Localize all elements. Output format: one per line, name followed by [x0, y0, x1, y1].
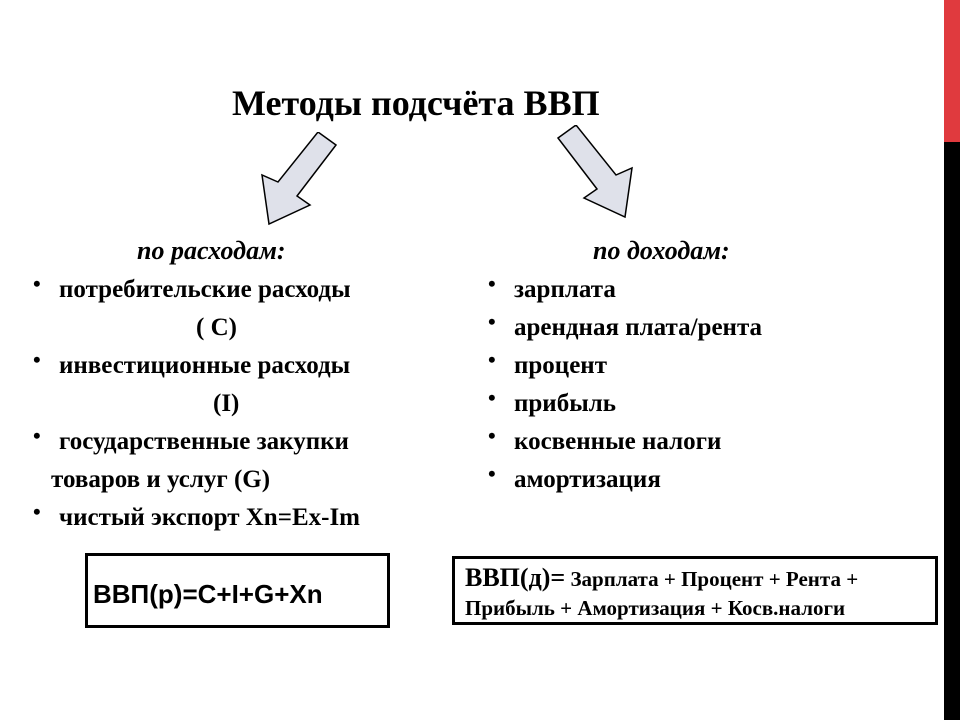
list-item — [33, 423, 473, 461]
side-accent-bar-dark — [944, 142, 960, 720]
list-item-text: потребительские расходы — [59, 276, 351, 303]
income-formula-rest: Зарплата + Процент + Рента + — [565, 567, 859, 591]
bullet-icon: • — [488, 461, 496, 486]
list-item-text: амортизация — [514, 466, 661, 493]
expenditure-heading: по расходам: — [137, 236, 286, 265]
list-item-text: зарплата — [514, 276, 616, 303]
list-item-continuation: (I) — [213, 390, 240, 417]
expenditure-formula-box — [85, 553, 390, 628]
list-item-continuation: товаров и услуг (G) — [51, 466, 271, 493]
income-list — [488, 271, 868, 499]
bullet-icon: • — [33, 347, 41, 372]
list-item-text: чистый экспорт Xn=Ex-Im — [59, 504, 361, 531]
list-item — [488, 423, 868, 461]
list-item-text: процент — [514, 352, 607, 379]
list-item-text: прибыль — [514, 390, 616, 417]
income-heading: по доходам: — [593, 236, 730, 265]
income-formula-box — [452, 556, 938, 625]
income-formula-lead: ВВП(д)= — [465, 563, 566, 592]
bullet-icon: • — [488, 347, 496, 372]
bullet-icon: • — [33, 271, 41, 296]
list-item-text: государственные закупки — [59, 428, 349, 455]
bullet-icon: • — [488, 309, 496, 334]
list-item — [488, 271, 868, 309]
list-item-continuation: ( C) — [196, 314, 237, 341]
arrow-down-right-icon — [552, 125, 642, 220]
expenditure-formula: ВВП(р)=С+I+G+Xn — [93, 579, 323, 609]
list-item — [33, 347, 473, 385]
list-item-text: арендная плата/рента — [514, 314, 763, 341]
list-item — [33, 499, 473, 537]
list-item — [488, 461, 868, 499]
slide-title: Методы подсчёта ВВП — [232, 83, 600, 123]
income-formula-line-2: Прибыль + Амортизация + Косв.налоги — [465, 596, 846, 620]
list-item — [33, 271, 473, 309]
bullet-icon: • — [33, 423, 41, 448]
list-item-text: инвестиционные расходы — [59, 352, 351, 379]
bullet-icon: • — [488, 385, 496, 410]
arrow-down-left-icon — [252, 132, 342, 227]
expenditure-list — [33, 271, 473, 537]
list-item — [488, 309, 868, 347]
list-item — [488, 385, 868, 423]
side-accent-bar-red — [944, 0, 960, 142]
bullet-icon: • — [33, 499, 41, 524]
bullet-icon: • — [488, 271, 496, 296]
income-formula-line-1 — [465, 563, 858, 593]
list-item — [488, 347, 868, 385]
list-item-text: косвенные налоги — [514, 428, 722, 455]
bullet-icon: • — [488, 423, 496, 448]
